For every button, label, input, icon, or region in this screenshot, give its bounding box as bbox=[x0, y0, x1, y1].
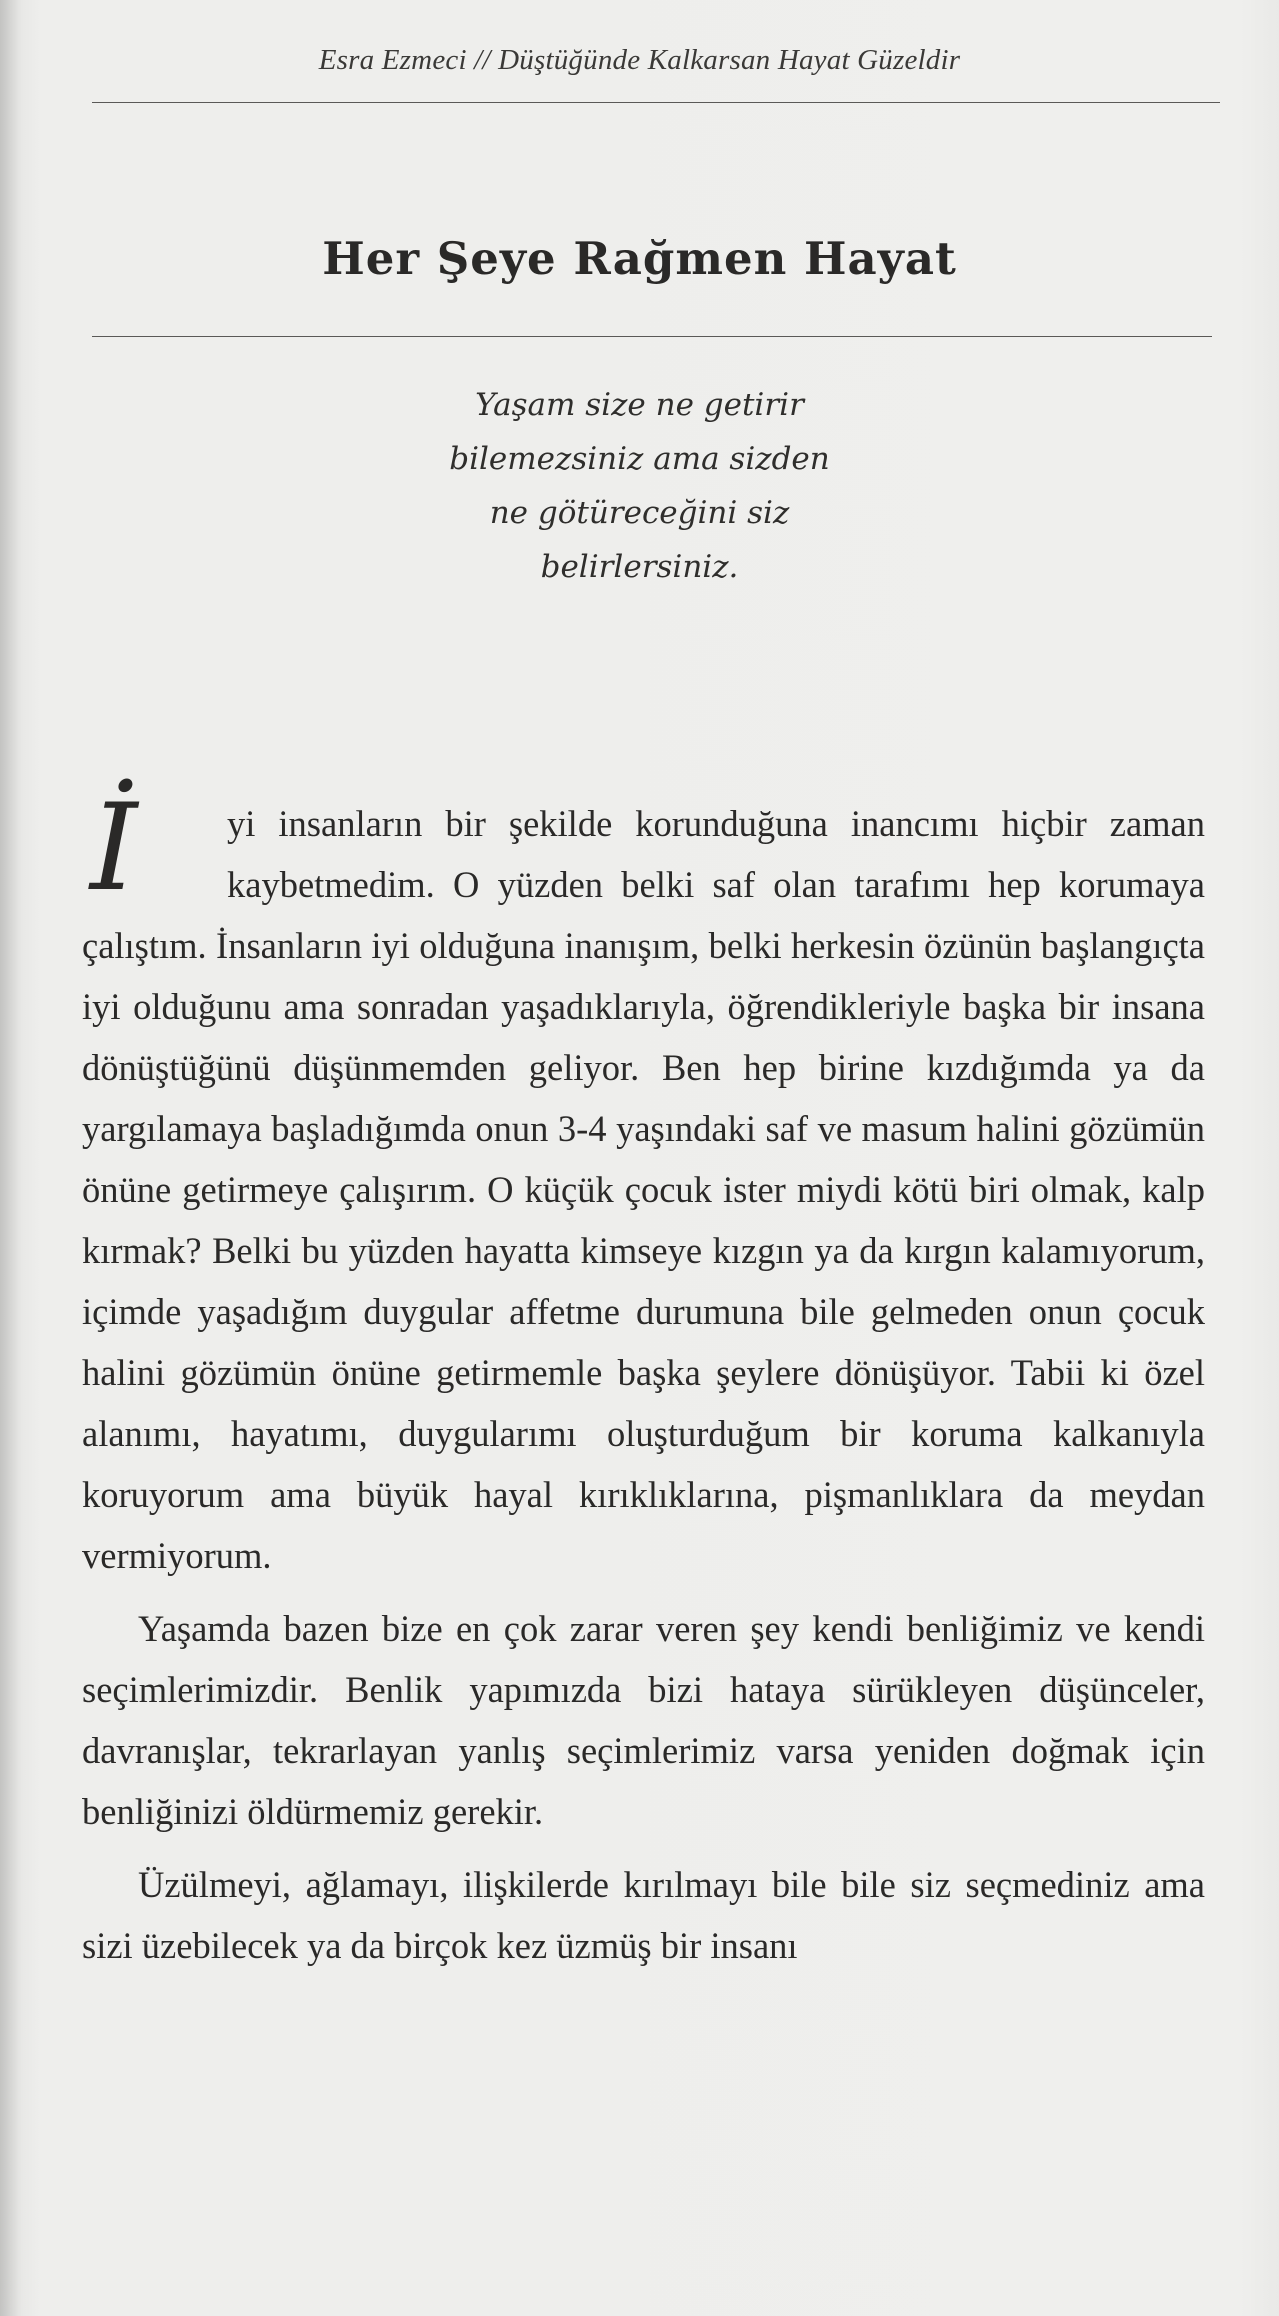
paragraph: yi insanların bir şekilde korunduğuna inancımı hiçbir zaman kaybetmedim. O yüzden belki saf olan tarafımı hep korumaya çalıştım. İnsanların iyi olduğuna inanışım, belki herkesin özünün başlangıçta iyi olduğunu ama sonradan yaşadıklarıyla, öğrendikleriyle başka bir insana dönüştüğünü düşünmemden geliyor. Ben hep birine kızdığımda ya da yargılamaya başladığımda onun 3-4 yaşındaki saf ve masum halini gözümün önüne getirmeye çalışırım. O küçük çocuk ister miydi kötü biri olmak, kalp kırmak? Belki bu yüzden hayatta kimseye kızgın ya da kırgın kalamıyorum, içimde yaşadığım duygular affetme durumuna bile gelmeden onun çocuk halini gözümün önüne getirmemle başka şeylere dönüşüyor. Tabii ki özel alanımı, hayatımı, duygularımı oluşturduğum bir koruma kalkanıyla koruyorum ama büyük hayal kırıklıklarına, pişmanlıklara da meydan vermiyorum. bbox=[82, 803, 1205, 1576]
dropcap bbox=[82, 779, 227, 918]
body-text bbox=[82, 779, 1205, 1976]
dropcap-letter: İ bbox=[90, 779, 138, 918]
paragraph: Yaşamda bazen bize en çok zarar veren şey kendi benliğimiz ve kendi seçimlerimizdir. Benlik yapımızda bizi hataya sürükleyen düşünceler, davranışlar, tekrarlayan yanlış seçimlerimiz varsa yeniden doğmak için benliğinizi öldürmemiz gerekir. bbox=[82, 1608, 1205, 1832]
dropcap-glyph bbox=[80, 779, 220, 918]
running-head: Esra Ezmeci // Düştüğünde Kalkarsan Hayat Güzeldir bbox=[318, 44, 961, 76]
title-rule bbox=[92, 336, 1212, 337]
epigraph-line: belirlersiniz. bbox=[540, 549, 739, 585]
epigraph bbox=[0, 378, 1279, 594]
epigraph-line: ne götüreceğini siz bbox=[489, 495, 790, 531]
header-rule bbox=[92, 102, 1220, 103]
epigraph-line: Yaşam size ne getirir bbox=[475, 387, 804, 423]
chapter-title: Her Şeye Rağmen Hayat bbox=[322, 232, 957, 285]
epigraph-line: bilemezsiniz ama sizden bbox=[449, 441, 830, 477]
paragraph: Üzülmeyi, ağlamayı, ilişkilerde kırılmayı bile bile siz seçmediniz ama sizi üzebilecek ya da birçok kez üzmüş bir insanı bbox=[82, 1864, 1205, 1966]
page-spine-shadow bbox=[0, 0, 22, 2316]
